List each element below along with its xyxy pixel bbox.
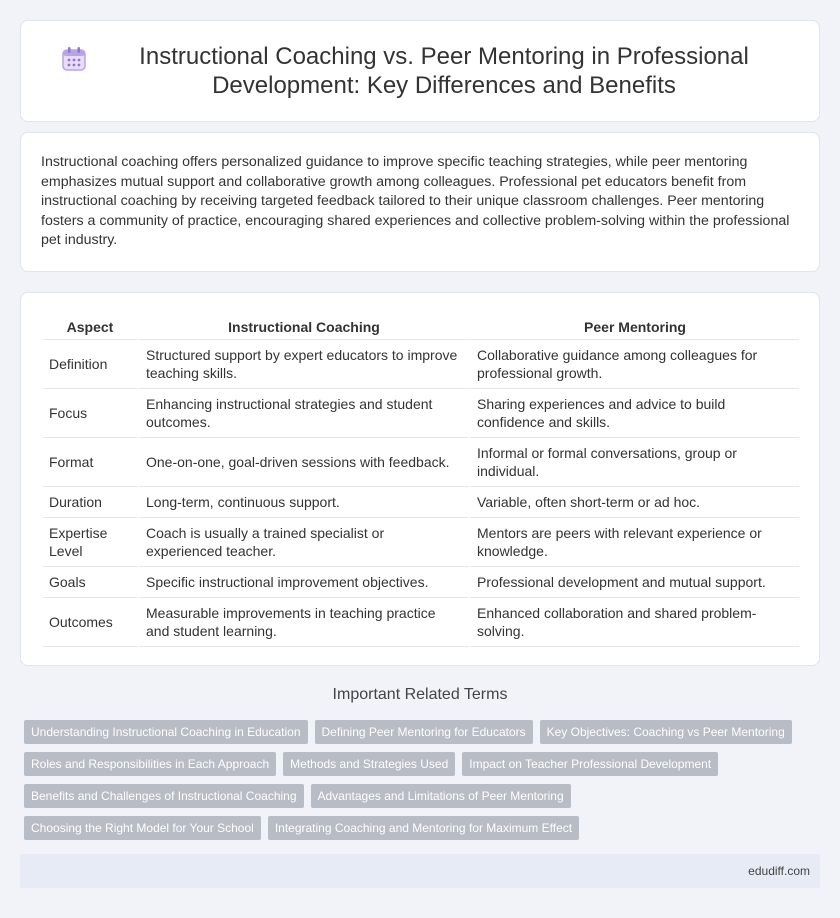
cell-aspect: Focus xyxy=(43,389,137,438)
cell-mentoring: Mentors are peers with relevant experience or knowledge. xyxy=(468,518,799,567)
calendar-icon xyxy=(61,46,87,72)
intro-paragraph: Instructional coaching offers personalized guidance to improve specific teaching strategies, while peer mentoring emphasizes mutual support and collaborative growth among colleagues. Professional pet educators benefit from instructional coaching by receiving targeted feedback tailored to their unique classroom challenges. Peer mentoring fosters a community of practice, encouraging shared experiences and collective problem-solving within the professional pet industry. xyxy=(41,154,790,249)
related-term-tag[interactable]: Key Objectives: Coaching vs Peer Mentoring xyxy=(540,720,792,744)
related-term-tag[interactable]: Methods and Strategies Used xyxy=(283,752,455,776)
tag-row xyxy=(24,752,814,776)
cell-coaching: One-on-one, goal-driven sessions with feedback. xyxy=(137,438,468,487)
table-row xyxy=(43,567,799,598)
table-row xyxy=(43,518,799,567)
comparison-card xyxy=(20,292,820,666)
cell-aspect: Format xyxy=(43,438,137,487)
cell-coaching: Specific instructional improvement objectives. xyxy=(137,567,468,598)
cell-coaching: Measurable improvements in teaching practice and student learning. xyxy=(137,598,468,647)
cell-coaching: Enhancing instructional strategies and student outcomes. xyxy=(137,389,468,438)
cell-aspect: Expertise Level xyxy=(43,518,137,567)
header-peer-mentoring: Peer Mentoring xyxy=(468,313,799,340)
comparison-table xyxy=(43,313,799,647)
table-header-row xyxy=(43,313,799,340)
table-row xyxy=(43,438,799,487)
cell-aspect: Goals xyxy=(43,567,137,598)
table-row xyxy=(43,487,799,518)
title-card xyxy=(20,20,820,122)
related-term-tag[interactable]: Choosing the Right Model for Your School xyxy=(24,816,261,840)
related-term-tag[interactable]: Integrating Coaching and Mentoring for Maximum Effect xyxy=(268,816,579,840)
header-aspect: Aspect xyxy=(43,313,137,340)
related-term-tag[interactable]: Advantages and Limitations of Peer Mentoring xyxy=(311,784,571,808)
footer-site-link[interactable]: edudiff.com xyxy=(748,864,810,878)
tag-row xyxy=(24,720,814,744)
cell-coaching: Long-term, continuous support. xyxy=(137,487,468,518)
related-term-tag[interactable]: Benefits and Challenges of Instructional Coaching xyxy=(24,784,304,808)
cell-mentoring: Variable, often short-term or ad hoc. xyxy=(468,487,799,518)
table-row xyxy=(43,389,799,438)
header-instructional-coaching: Instructional Coaching xyxy=(137,313,468,340)
cell-aspect: Duration xyxy=(43,487,137,518)
cell-coaching: Structured support by expert educators to improve teaching skills. xyxy=(137,340,468,389)
related-term-tag[interactable]: Roles and Responsibilities in Each Approach xyxy=(24,752,276,776)
cell-mentoring: Informal or formal conversations, group or individual. xyxy=(468,438,799,487)
related-term-tag[interactable]: Impact on Teacher Professional Development xyxy=(462,752,718,776)
related-terms-heading: Important Related Terms xyxy=(332,686,508,703)
tag-row xyxy=(24,816,814,840)
cell-mentoring: Enhanced collaboration and shared problem-solving. xyxy=(468,598,799,647)
cell-mentoring: Sharing experiences and advice to build confidence and skills. xyxy=(468,389,799,438)
intro-card xyxy=(20,132,820,272)
cell-aspect: Definition xyxy=(43,340,137,389)
tag-row xyxy=(24,784,814,808)
related-terms-list xyxy=(24,720,814,848)
page-title: Instructional Coaching vs. Peer Mentoring in Professional Development: Key Differences and Benefits xyxy=(139,43,749,99)
cell-aspect: Outcomes xyxy=(43,598,137,647)
cell-mentoring: Professional development and mutual support. xyxy=(468,567,799,598)
related-term-tag[interactable]: Understanding Instructional Coaching in Education xyxy=(24,720,308,744)
cell-mentoring: Collaborative guidance among colleagues for professional growth. xyxy=(468,340,799,389)
table-row xyxy=(43,340,799,389)
footer xyxy=(20,854,820,888)
cell-coaching: Coach is usually a trained specialist or experienced teacher. xyxy=(137,518,468,567)
table-row xyxy=(43,598,799,647)
related-term-tag[interactable]: Defining Peer Mentoring for Educators xyxy=(315,720,533,744)
